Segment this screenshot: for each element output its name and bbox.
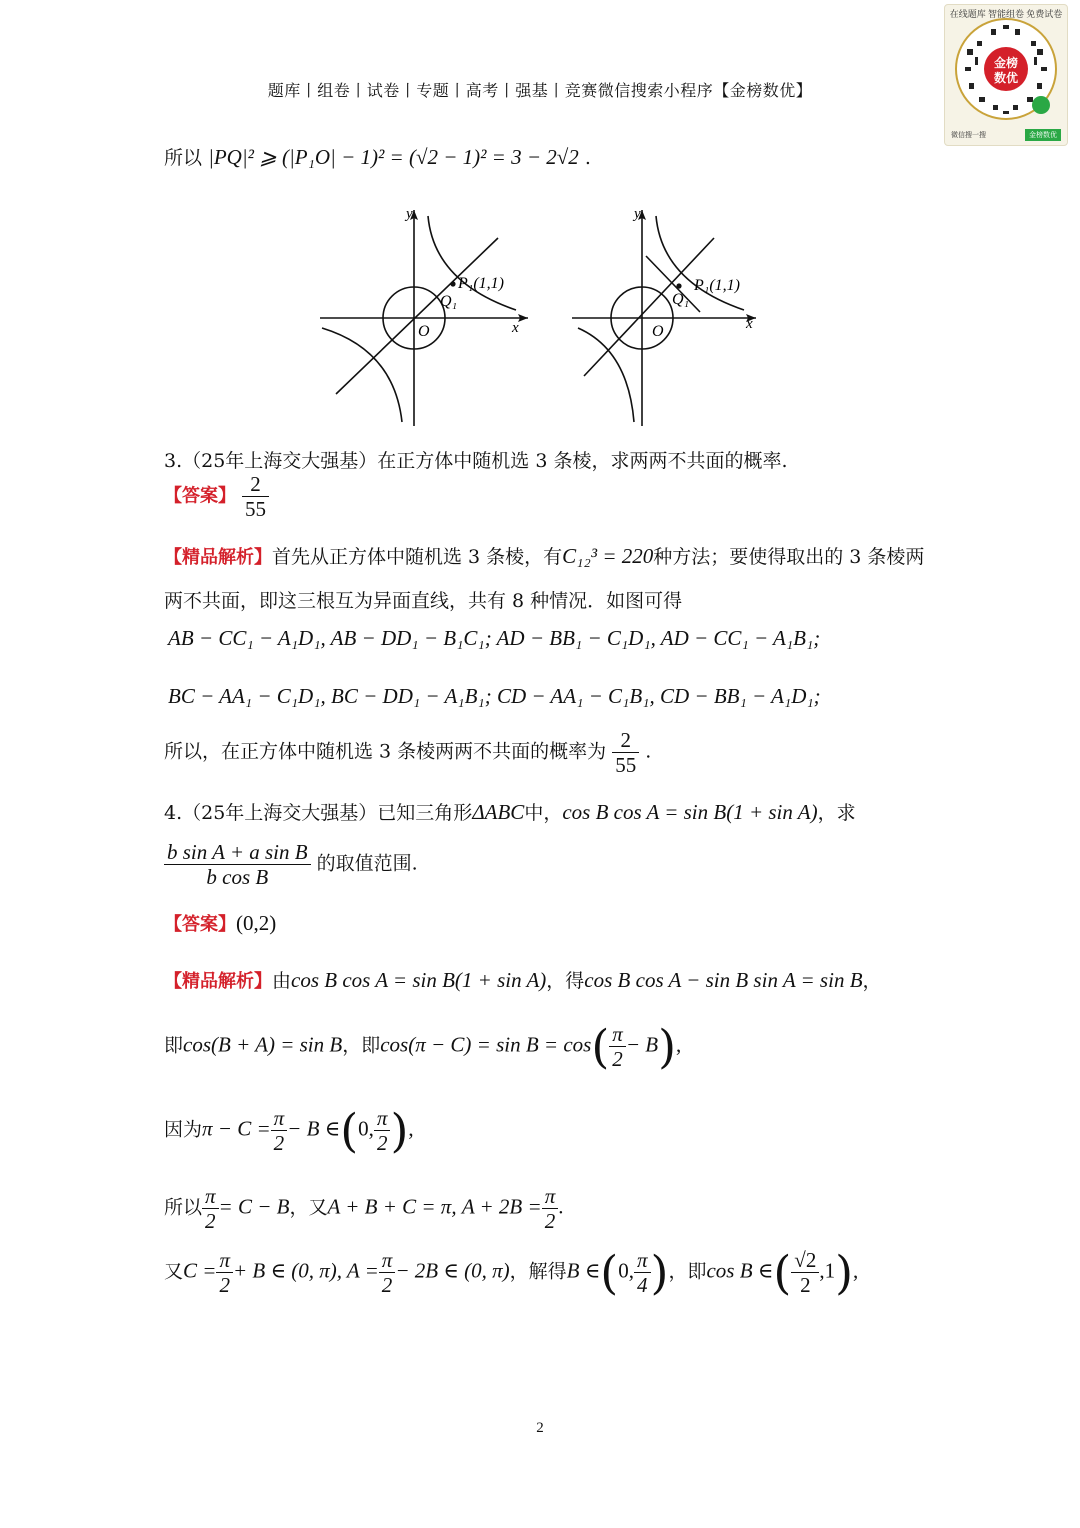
q3-analysis-2: 两不共面，即这三根互为异面直线，共有 8 种情况．如图可得 <box>164 590 683 612</box>
qr-code-badge[interactable] <box>944 4 1068 146</box>
right-x-label: x <box>746 316 753 332</box>
q3-answer-fraction: $\frac{2}{55}$ <box>242 472 269 521</box>
q3-conclusion: 所以，在正方体中随机选 3 条棱两两不共面的概率为 $\frac{2}{55}$ . <box>164 728 652 778</box>
q4-answer-line <box>164 910 276 936</box>
q4-answer-tag: 【答案】 <box>164 914 236 935</box>
q3-cases-2: BC − AA₁ − C₁D₁, BC − DD₁ − A₁B₁; CD − AA₁ − C₁B₁, CD − BB₁ − A₁D₁; <box>168 684 821 708</box>
qr-bar-right: 金榜数优 <box>1025 129 1061 141</box>
q3-answer-tag: 【答案】 <box>164 485 236 507</box>
intro-formula: |PQ|² ⩾ (|P₁O| − 1)² = (√2 − 1)² = 3 − 2√2 <box>208 145 579 169</box>
q4-step-2: 即cos(B + A) = sin B，即cos(π − C) = sin B = cos( $\frac{\pi}{2}$ − B), <box>164 1019 682 1074</box>
header-nav: 题库丨组卷丨试卷丨专题丨高考丨强基丨竞赛微信搜索小程序【金榜数优】 <box>267 81 813 100</box>
q3-conclusion-fraction: $\frac{2}{55}$ <box>612 728 639 777</box>
q4-question-line: 4.（25年上海交大强基）已知三角形ΔABC中，cos B cos A = sin B(1 + sin A)，求 <box>164 800 856 824</box>
q3-analysis-tag: 【精品解析】 <box>164 547 272 568</box>
q3-answer-line <box>164 472 269 521</box>
q4-step-3: 因为π − C = $\frac{\pi}{2}$ − B ∈(0, $\frac{\pi}{2}$ ), <box>164 1103 414 1158</box>
intro-line <box>164 143 591 170</box>
q4-step-4: 所以 $\frac{\pi}{2}$ = C − B，又A + B + C = π, A + 2B = $\frac{\pi}{2}$ . <box>164 1184 564 1234</box>
page-number: 2 <box>536 1420 544 1436</box>
right-y-label: y <box>634 206 641 222</box>
q4-expression-fraction: $\frac{\text{b sin A + a sin B}}{\text{b cos B}}$ <box>164 840 311 889</box>
right-p-label: P₁(1,1) <box>694 277 740 294</box>
qr-bar-left: 微信搜一搜 <box>951 131 986 139</box>
q4-answer: (0,2) <box>236 911 277 935</box>
q4-step-5: 又C = $\frac{\pi}{2}$ + B ∈ (0, π), A = $\frac{\pi}{2}$ − 2B ∈ (0, π)，解得B ∈(0, $\frac{\pi}{4}$ )，即cos B ∈( $\frac{√2}{2}$ ,1), <box>164 1245 859 1300</box>
q4-expression-line: $\frac{\text{b sin A + a sin B}}{\text{b cos B}}$ 的取值范围. <box>164 840 418 889</box>
svg-text:数优: 数优 <box>993 71 1019 85</box>
intro-prefix: 所以 <box>164 147 203 169</box>
left-o-label: O <box>418 323 430 340</box>
intro-end: . <box>584 147 591 169</box>
svg-text:在线题库 智能组卷 免费试卷: 在线题库 智能组卷 免费试卷 <box>949 9 1063 19</box>
right-o-label: O <box>652 323 664 340</box>
q4-analysis-tag: 【精品解析】 <box>164 971 272 992</box>
svg-text:金榜: 金榜 <box>993 56 1019 70</box>
left-x-label: x <box>512 320 519 336</box>
figure-left <box>320 206 528 426</box>
q3-analysis-1: 【精品解析】首先从正方体中随机选 3 条棱，有C₁₂³ = 220种方法；要使得取出的 3 条棱两 <box>164 544 925 568</box>
q3-combination: C₁₂³ = 220 <box>562 544 654 568</box>
left-y-label: y <box>406 206 413 222</box>
figure-right <box>572 206 756 426</box>
q3-question: 3.（25年上海交大强基）在正方体中随机选 3 条棱，求两两不共面的概率. <box>164 450 788 472</box>
left-p-label: P₁(1,1) <box>458 275 504 292</box>
q3-cases-1: AB − CC₁ − A₁D₁, AB − DD₁ − B₁C₁; AD − BB₁ − C₁D₁, AD − CC₁ − A₁B₁; <box>168 626 821 650</box>
hyperbola-figures <box>316 200 776 430</box>
q4-step-1: 【精品解析】由cos B cos A = sin B(1 + sin A)，得cos B cos A − sin B sin A = sin B， <box>164 968 882 992</box>
left-q-label: Q₁ <box>440 293 458 310</box>
right-q-label: Q₁ <box>672 291 690 308</box>
qr-code-icon <box>945 5 1067 129</box>
q4-condition: cos B cos A = sin B(1 + sin A) <box>562 800 818 824</box>
